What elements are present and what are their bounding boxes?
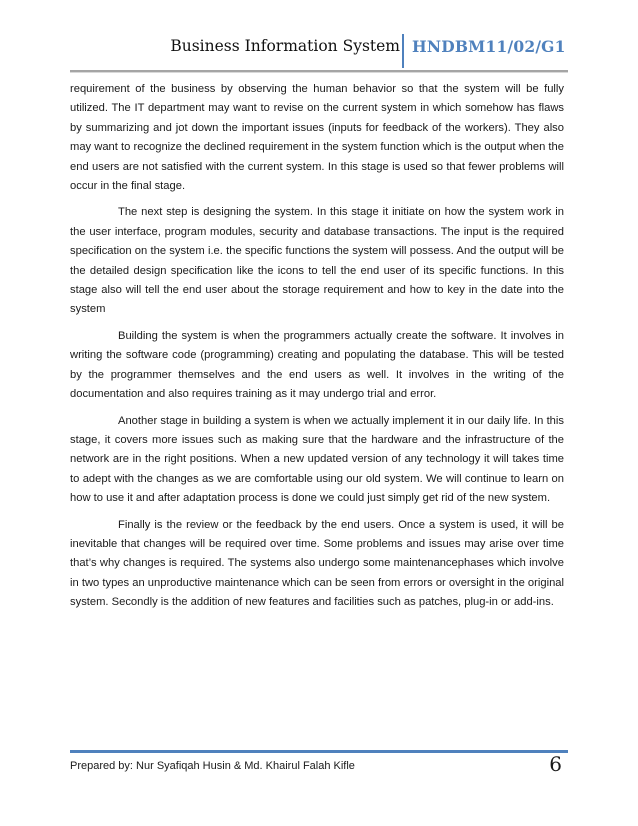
header-rule-shadow (70, 72, 568, 73)
paragraph-design-stage: The next step is designing the system. In this stage it initiate on how the system work in the user interface, program modules, security and database transactions. The input is the required specification on the system i.e. the specific functions the system will possess. And the output will be the detailed design specification like the icons to tell the end user of its specific functions. In this stage also will tell the end user about the storage requirement and how to key in the date into the system (70, 206, 564, 316)
page-header (70, 33, 568, 69)
header-separator (402, 34, 404, 68)
paragraph-implementation-stage: Another stage in building a system is when we actually implement it in our daily life. In this stage, it covers more issues such as making sure that the hardware and the infrastructure of the network are in the right positions. When a new updated version of any technology it will takes time to adept with the changes as we are comfortable using our old system. We will continue to learn on how to use it and after adaptation process is done we could just simply get rid of the new system. (70, 414, 564, 505)
footer-prepared-by: Prepared by: Nur Syafiqah Husin & Md. Khairul Falah Kifle (70, 760, 355, 772)
header-course-code: HNDBM11/02/G1 (412, 37, 566, 56)
footer-rule (70, 750, 568, 753)
paragraph-continuation: requirement of the business by observing the human behavior so that the system will be fully utilized. The IT department may want to revise on the current system in which somehow has flaws by summarizing and jot down the important issues (inputs for feedback of the workers). They also may want to recognize the declined requirement in the system function which is the output when the end users are not satisfied with the current system. In this stage is used so that fewer problems will occur in the final stage. (70, 83, 564, 193)
header-title: Business Information System (170, 37, 400, 55)
paragraph-review-stage: Finally is the review or the feedback by the end users. Once a system is used, it will be inevitable that changes will be required over time. Some problems and issues may arise over time that’s why changes is required. The systems also undergo some maintenancephases which involve in two types an unproductive maintenance which can be seen from errors or oversight in the original system. Secondly is the addition of new features and facilities such as patches, plug-in or add-ins. (70, 518, 564, 609)
body-text (70, 80, 564, 620)
page-number: 6 (549, 752, 562, 776)
paragraph-build-stage: Building the system is when the programmers actually create the software. It involves in writing the software code (programming) creating and populating the database. This will be tested by the programmer themselves and the end users as well. It involves in the writing of the documentation and also requires training as it may undergo trial and error. (70, 329, 564, 401)
